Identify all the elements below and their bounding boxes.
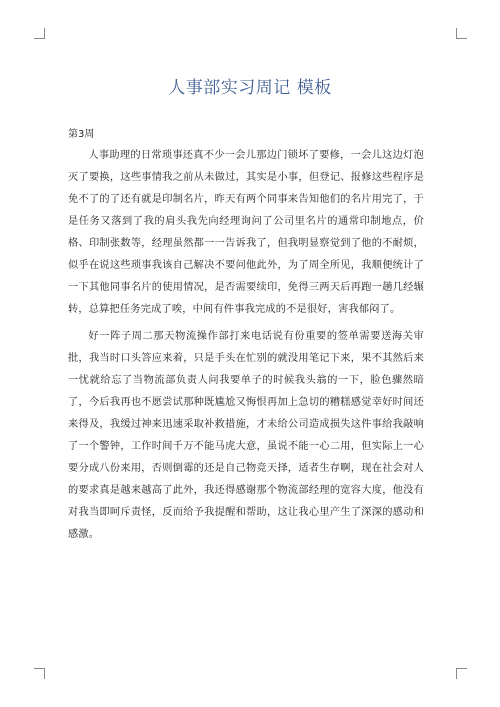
- crop-mark-bottom-right: [456, 668, 467, 679]
- paragraph-1: 人事助理的日常琐事还真不少一会儿那边门锁坏了要修，一会儿这边灯泡灭了要换，这些事情我之前从未做过，其实是小事，但登记、报修这些程序是免不了的了还有就是印制名片，昨天有两个同事来告知他们的名片用完了，于是任务又落到了我的肩头我先向经理询问了公司里名片的通常印制地点，价格、印制张数等，经理虽然都一一告诉我了，但我明显察觉到了他的不耐烦，似乎在说这些琐事我该自己解决不要问他此外，为了周全所见，我顺便统计了一下其他同事名片的使用情况，是否需要续印，免得三两天后再跑一趟几经辗转，总算把任务完成了唉，中间有件事我完成的不是很好，害我郁闷了。: [68, 150, 424, 315]
- document-title: 人事部实习周记 模板: [168, 78, 332, 99]
- crop-mark-top-left: [34, 28, 45, 39]
- document-body: [68, 124, 424, 546]
- crop-mark-top-right: [456, 28, 467, 39]
- week-label: 第3周: [68, 129, 95, 140]
- paragraph-2: 好一阵子周二那天物流操作部打来电话说有份重要的签单需要送海关审批，我当时口头答应来着，只是手头在忙别的就没用笔记下来，果不其然后来一忧就给忘了当物流部负责人问我要单子的时候我头翁的一下，脸色骤然暗了，今后我再也不愿尝试那种既尴尬又悔恨再加上急切的糟糕感觉幸好时间还来得及，我缓过神来迅速采取补救措施，才未给公司造成损失这件事给我敲响了一个警钟，工作时间千万不能马虎大意，虽说不能一心二用，但实际上一心要分成八份来用，否则倒霉的还是自己物竞天择，适者生存啊，现在社会对人的要求真是越来越高了此外，我还得感谢那个物流部经理的宽容大度，他没有对我当即呵斥责怪，反而给予我提醒和帮助，这让我心里产生了深深的感动和感激。: [68, 331, 424, 540]
- crop-mark-bottom-left: [34, 668, 45, 679]
